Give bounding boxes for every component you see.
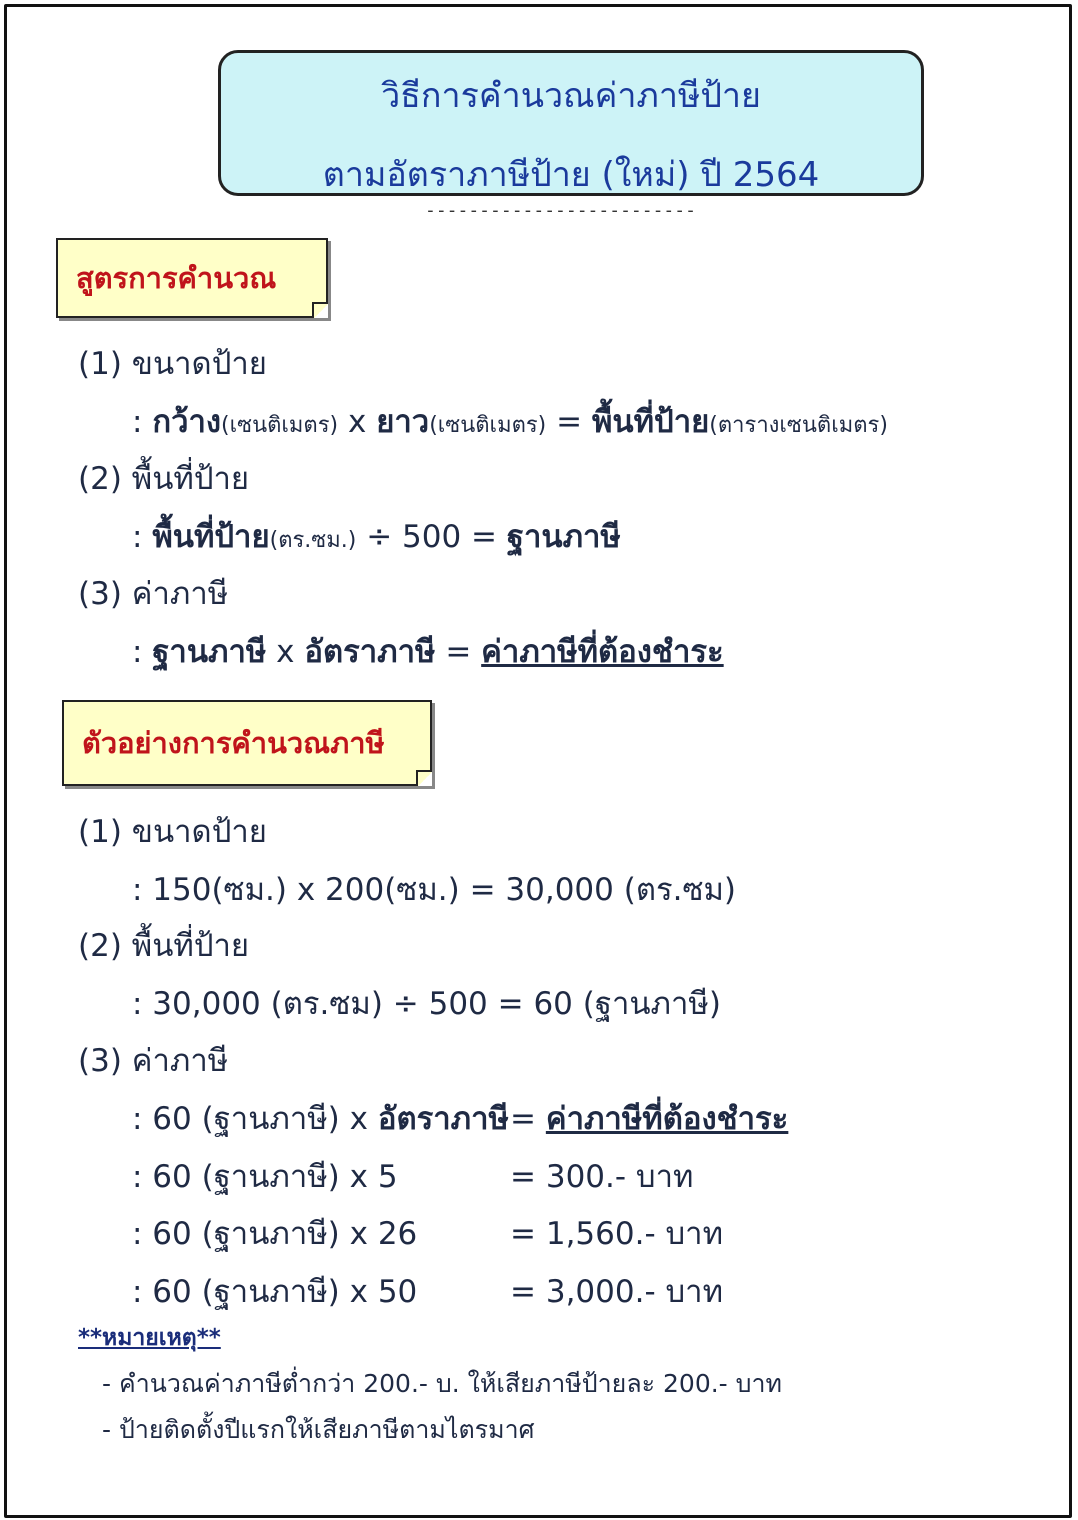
example-label-text: ตัวอย่างการคำนวณภาษี bbox=[82, 726, 385, 760]
example-row-rate-50: : 60 (ฐานภาษี) x 50 bbox=[132, 1274, 418, 1310]
example-row-rate-5-result: = 300.- บาท bbox=[510, 1159, 694, 1195]
note-item-1: - คำนวณค่าภาษีต่ำกว่า 200.- บ. ให้เสียภาษีป้ายละ 200.- บาท bbox=[102, 1369, 783, 1398]
folded-corner bbox=[416, 770, 432, 786]
formula-step3-line: : ฐานภาษี x อัตราภาษี = ค่าภาษีที่ต้องชำระ bbox=[132, 634, 724, 670]
example-step3-head: (3) ค่าภาษี bbox=[78, 1043, 229, 1079]
example-row-rate-26: : 60 (ฐานภาษี) x 26 bbox=[132, 1216, 418, 1252]
example-label bbox=[62, 700, 432, 786]
formula-label bbox=[56, 238, 328, 318]
formula-step2-head: (2) พื้นที่ป้าย bbox=[78, 461, 250, 497]
formula-step2-line: : พื้นที่ป้าย(ตร.ซม.) ÷ 500 = ฐานภาษี bbox=[132, 519, 621, 555]
example-step2-head: (2) พื้นที่ป้าย bbox=[78, 928, 250, 964]
example-row-rate-26-result: = 1,560.- บาท bbox=[510, 1216, 724, 1252]
example-step2-line: : 30,000 (ตร.ซม) ÷ 500 = 60 (ฐานภาษี) bbox=[132, 986, 721, 1022]
example-row-formula-result: = ค่าภาษีที่ต้องชำระ bbox=[510, 1101, 789, 1137]
width-term: กว้าง bbox=[152, 404, 222, 440]
folded-corner bbox=[312, 302, 328, 318]
example-step1-head: (1) ขนาดป้าย bbox=[78, 814, 267, 850]
formula-step3-head: (3) ค่าภาษี bbox=[78, 576, 229, 612]
title-box: วิธีการคำนวณค่าภาษีป้าย ตามอัตราภาษีป้าย (ใหม่) ปี 2564 bbox=[218, 50, 924, 196]
notes-heading: **หมายเหตุ** bbox=[78, 1325, 221, 1351]
divider: ------------------------- bbox=[425, 200, 696, 221]
formula-label-text: สูตรการคำนวณ bbox=[76, 261, 277, 295]
example-row-formula: : 60 (ฐานภาษี) x อัตราภาษี bbox=[132, 1101, 509, 1137]
example-row-rate-5: : 60 (ฐานภาษี) x 5 bbox=[132, 1159, 398, 1195]
area-term: พื้นที่ป้าย bbox=[591, 404, 710, 440]
title-line-1: วิธีการคำนวณค่าภาษีป้าย bbox=[381, 76, 761, 116]
example-row-rate-50-result: = 3,000.- บาท bbox=[510, 1274, 724, 1310]
example-step1-line: : 150(ซม.) x 200(ซม.) = 30,000 (ตร.ซม) bbox=[132, 872, 737, 908]
formula-step1-line: : กว้าง(เซนติเมตร) x ยาว(เซนติเมตร) = พื้นที่ป้าย(ตารางเซนติเมตร) bbox=[132, 404, 888, 440]
length-term: ยาว bbox=[376, 404, 430, 440]
tax-base-term: ฐานภาษี bbox=[506, 519, 621, 555]
note-item-2: - ป้ายติดตั้งปีแรกให้เสียภาษีตามไตรมาศ bbox=[102, 1415, 535, 1444]
tax-payable-term: ค่าภาษีที่ต้องชำระ bbox=[481, 634, 724, 670]
formula-step1-head: (1) ขนาดป้าย bbox=[78, 346, 267, 382]
